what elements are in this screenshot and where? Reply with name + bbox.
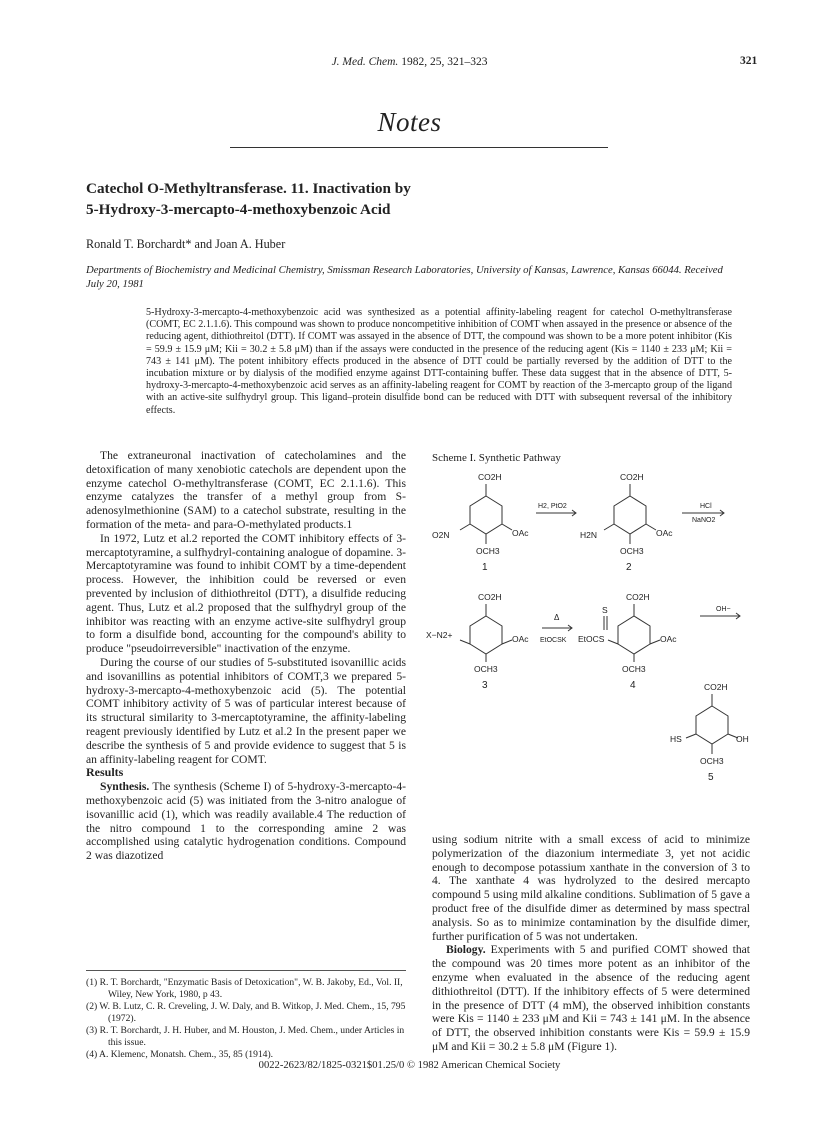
c5-oh: OH <box>736 734 749 744</box>
reagent-nano2: NaNO2 <box>692 517 716 524</box>
c3-co2h: CO2H <box>478 592 502 602</box>
compound-2-structure <box>604 484 656 544</box>
c2-co2h: CO2H <box>620 472 644 482</box>
copyright-footer: 0022-2623/82/1825-0321$01.25/0 © 1982 American Chemical Society <box>258 1060 561 1071</box>
c3-diazonium: X−N2+ <box>426 630 453 640</box>
c3-och3: OCH3 <box>474 664 498 674</box>
title-line-1: Catechol O-Methyltransferase. 11. Inactivation by <box>86 180 411 197</box>
synthesis-paragraph <box>86 780 406 863</box>
reagent-heat: Δ <box>554 613 560 622</box>
page-number: 321 <box>740 55 758 67</box>
citation: 1982, 25, 321–323 <box>401 56 488 68</box>
synthesis-label: Synthesis. <box>100 780 150 794</box>
footnote-1: (1) R. T. Borchardt, "Enzymatic Basis of Detoxication", W. B. Jakoby, Ed., Vol. II, Wiley, New York, 1980, p 43. <box>86 977 403 1000</box>
footnote-3: (3) R. T. Borchardt, J. H. Huber, and M. Houston, J. Med. Chem., under Articles in this issue. <box>86 1025 405 1048</box>
c4-etocs: EtOCS <box>578 634 605 644</box>
compound-3-structure <box>460 604 512 662</box>
reagent-xanthate: EtOCSK <box>540 637 567 644</box>
footnotes <box>86 977 408 1061</box>
compound-1-structure <box>460 484 512 544</box>
compound-number-5: 5 <box>708 772 714 783</box>
c2-oac: OAc <box>656 528 673 538</box>
left-column <box>86 449 406 863</box>
c1-oac: OAc <box>512 528 529 538</box>
synthetic-scheme <box>424 466 754 784</box>
intro-paragraph-3: During the course of our studies of 5-substituted isovanillic acids and isovanillins as potential inhibitors of COMT,3 we prepared 5-hydroxy-3-mercapto-4-methoxybenzoic acid (5). The potential COMT inhibitory activity of 5 was of particular interest because of its structural similarity to 3-mercaptotyramine, the affinity-labeling reagent previously identified by Lutz et al.2 In the present paper we describe the synthesis of 5 and provide evidence to suggest that 5 is an affinity-labeling reagent for COMT. <box>86 655 406 766</box>
c4-s: S <box>602 605 608 615</box>
scheme-caption: Scheme I. Synthetic Pathway <box>432 452 561 464</box>
reagent-hcl: HCl <box>700 503 712 510</box>
c5-co2h: CO2H <box>704 682 728 692</box>
right-column <box>432 833 750 1054</box>
c5-hs: HS <box>670 734 682 744</box>
c2-och3: OCH3 <box>620 546 644 556</box>
authors: Ronald T. Borchardt* and Joan A. Huber <box>86 237 286 251</box>
synthesis-continued: using sodium nitrite with a small excess of acid to minimize polymerization of the diazonium intermediate 3, yet not acidic enough to decompose potassium xanthate in the conversion of 3 to 4. The xanthate 4 was hydrolyzed to the desired mercapto compound 5 using mild alkaline conditions. Sublimation of 5 gave a product free of the disulfide dimer as determined by mass spectral analysis. So as to minimize contamination by the disulfide dimer, further purification of 5 was not undertaken. <box>432 833 750 943</box>
compound-5-structure <box>686 694 738 754</box>
c1-co2h: CO2H <box>478 472 502 482</box>
compound-number-3: 3 <box>482 680 488 691</box>
c2-h2n: H2N <box>580 530 598 540</box>
section-title: Notes <box>377 107 442 137</box>
c1-o2n: O2N <box>432 530 450 540</box>
footnote-2: (2) W. B. Lutz, C. R. Creveling, J. W. Daly, and B. Witkop, J. Med. Chem., 15, 795 (1972). <box>86 1001 406 1024</box>
synthesis-text: The synthesis (Scheme I) of 5-hydroxy-3-mercapto-4-methoxybenzoic acid (5) was initiated from the 3-nitro analogue of isovanillic acid (1), which was readily available.4 The reduction of the nitro compound 1 to the corresponding amine 2 was accomplished using catalytic hydrogenation conditions. Compound 2 was diazotized <box>86 780 406 863</box>
section-rule <box>230 147 608 148</box>
compound-number-2: 2 <box>626 562 632 573</box>
intro-paragraph-2: In 1972, Lutz et al.2 reported the COMT inhibitory effects of 3-mercaptotyramine, a sulfhydryl-containing analogue of dopamine. 3-Mercaptotyramine was found to inhibit COMT by a time-dependent process. However, the inhibition could be reversed or even prevented by inclusion of dithiothreitol (DTT), a disulfide reducing agent. Thus, Lutz et al.2 proposed that the sulfhydryl group of the inhibitor was reacting with an enzyme active-site sulfhydryl group to form a disulfide bond, accounting for the compound's ability to produce "pseudoirreversible" inactivation of the enzyme. <box>86 531 407 656</box>
c3-oac: OAc <box>512 634 529 644</box>
reagent-oh: OH− <box>716 606 731 613</box>
running-header <box>0 56 819 68</box>
c4-oac: OAc <box>660 634 677 644</box>
footnote-rule <box>86 970 406 971</box>
affiliation: Departments of Biochemistry and Medicinal Chemistry, Smissman Research Laboratories, University of Kansas, Lawrence, Kansas 66044. Received July 20, 1981 <box>86 264 723 290</box>
c1-och3: OCH3 <box>476 546 500 556</box>
biology-text: Experiments with 5 and purified COMT showed that the compound was 20 times more potent as an inhibitor of the enzyme when evaluated in the absence of the reducing agent dithiothreitol (DTT). If the inhibitory effects of 5 were determined in the presence of DTT (4 mM), the observed inhibition constants were Kis = 1140 ± 233 μM and Kii = 743 ± 141 μM. In the absence of DTT, the observed inhibition constants were Kis = 59.9 ± 15.9 μM and Kii = 30.2 ± 5.8 μM (Figure 1). <box>432 943 750 1053</box>
compound-number-1: 1 <box>482 562 488 573</box>
footnote-4: (4) A. Klemenc, Monatsh. Chem., 35, 85 (1914). <box>86 1049 274 1060</box>
compound-4-structure <box>604 604 660 662</box>
abstract: 5-Hydroxy-3-mercapto-4-methoxybenzoic acid was synthesized as a potential affinity-labeling reagent for catechol O-methyltransferase (COMT, EC 2.1.1.6). This compound was shown to produce noncompetitive inhibition of COMT when assayed in the presence or absence of the reducing agent, dithiothreitol (DTT). If COMT was assayed in the absence of DTT, the compound was shown to be a more potent inhibitor (Kis = 59.9 ± 15.9 μM; Kii = 30.2 ± 5.8 μM) than if the assays were conducted in the presence of the reducing agent (Kis = 1140 ± 233 μM; Kii = 743 ± 141 μM). The potent inhibitory effects produced in the absence of DTT could be partially reversed by the addition of DTT to the incubation mixture or by dialysis of the modified enzyme against DTT-containing buffer. These data suggest that in the absence of DTT, 5-hydroxy-3-mercapto-4-methoxybenzoic acid serves as an affinity-labeling reagent for COMT by reaction of the 3-mercapto group of the ligand with an active-site sulfhydryl group. This ligand–protein disulfide bond can be reduced with DTT with subsequent reversal of the inhibitory effects. <box>146 307 732 416</box>
c4-co2h: CO2H <box>626 592 650 602</box>
biology-paragraph <box>432 943 750 1053</box>
reagent-h2-pto2: H2, PtO2 <box>538 503 567 510</box>
compound-number-4: 4 <box>630 680 636 691</box>
c4-och3: OCH3 <box>622 664 646 674</box>
title-line-2: 5-Hydroxy-3-mercapto-4-methoxybenzoic Acid <box>86 201 391 218</box>
journal-name: J. Med. Chem. <box>331 56 399 68</box>
c5-och3: OCH3 <box>700 756 724 766</box>
biology-label: Biology. <box>446 943 486 957</box>
results-heading: Results <box>86 765 124 780</box>
intro-paragraph-1: The extraneuronal inactivation of catecholamines and the detoxification of many xenobiotic catechols are dependent upon the enzyme catechol O-methyltransferase (COMT, EC 2.1.1.6). This enzyme catalyzes the transfer of a methyl group from S-adenosylmethionine (SAM) to a catechol substrate, resulting in the formation of the meta- and para-O-methylated products.1 <box>86 449 406 531</box>
article-title <box>86 178 746 220</box>
